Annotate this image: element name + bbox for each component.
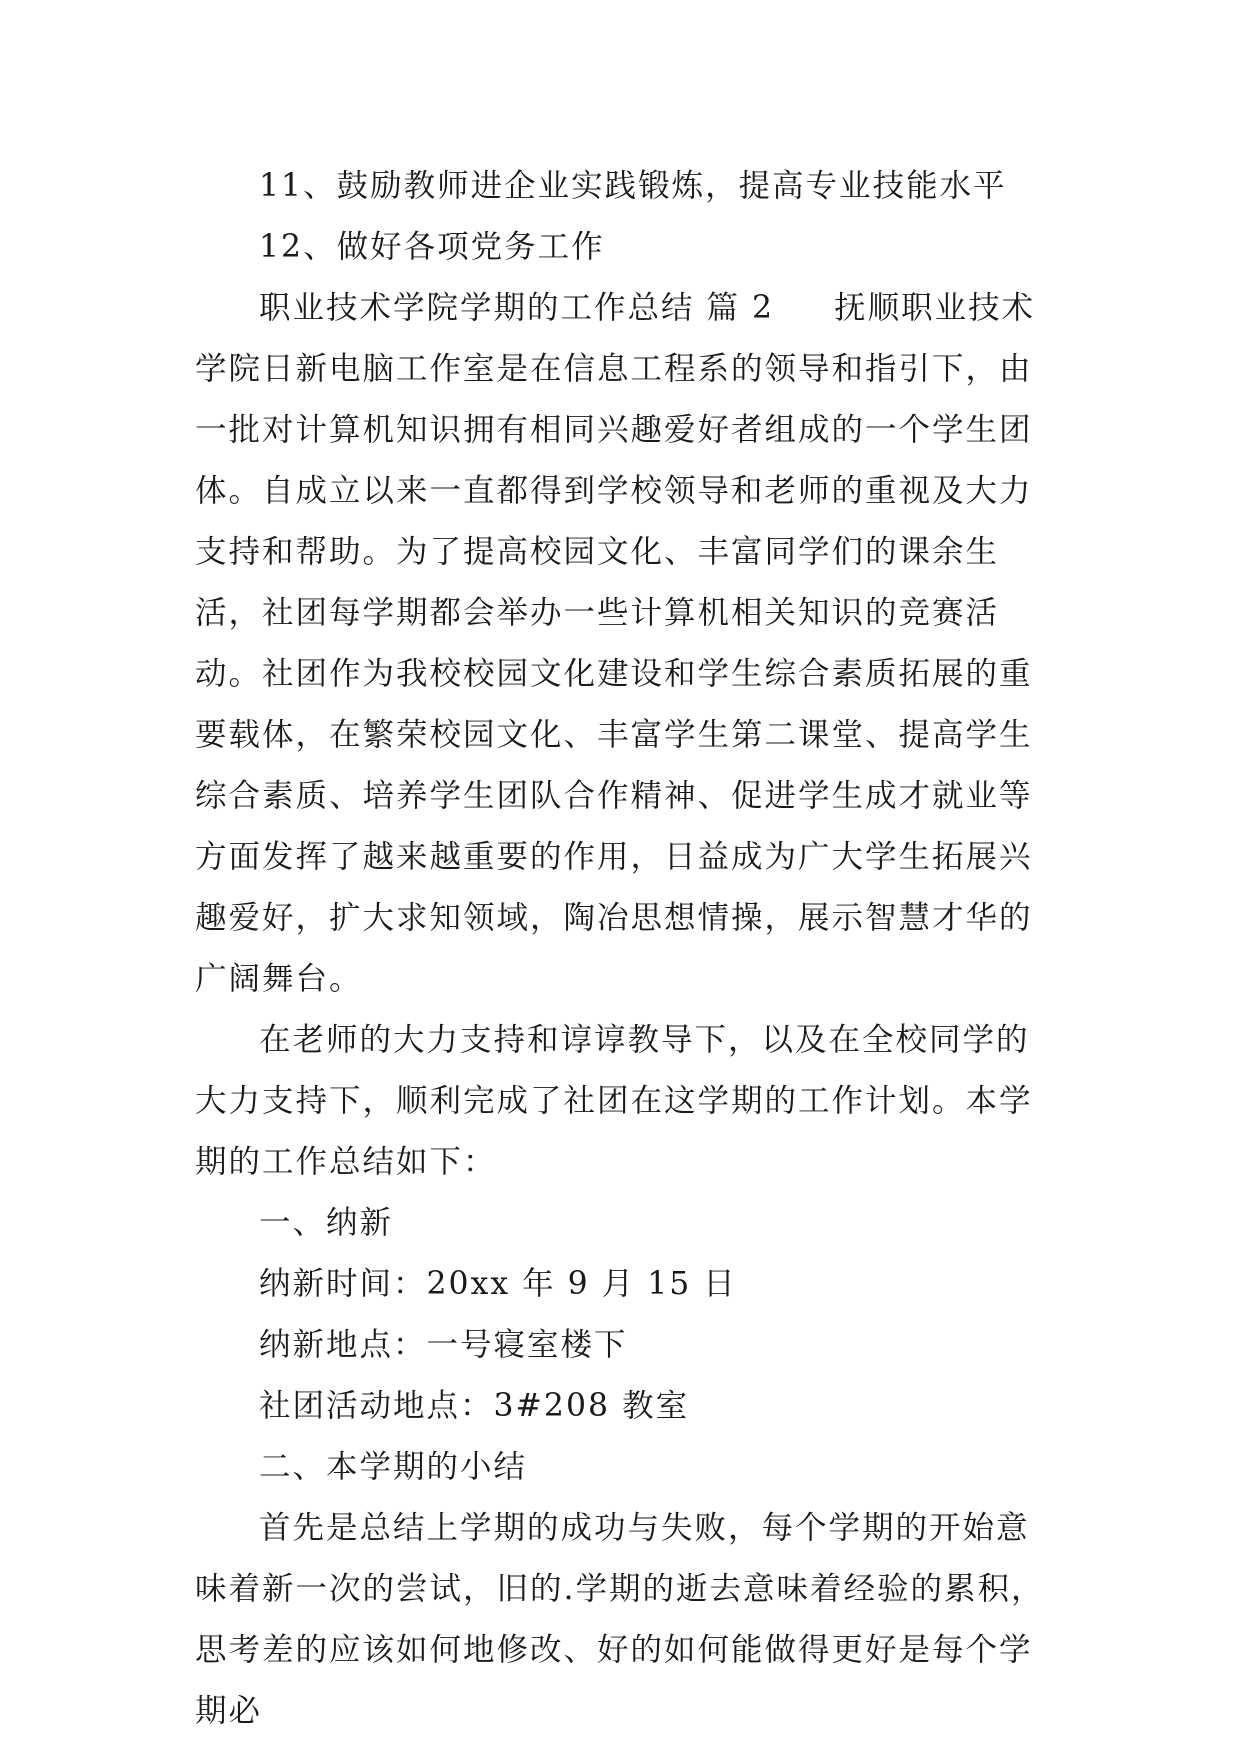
recruitment-time: 纳新时间：20xx 年 9 月 15 日 — [259, 1266, 737, 1302]
paragraph-item-12: 12、做好各项党务工作 — [259, 229, 605, 265]
paragraph-section-2 — [195, 278, 1055, 1010]
paragraph-semester-review: 首先是总结上学期的成功与失败，每个学期的开始意味着新一次的尝试，旧的.学期的逝去意味着经验的累积，思考差的应该如何地修改、好的如何能做得更好是每个学期必 — [195, 1510, 1045, 1729]
heading-recruitment: 一、纳新 — [259, 1205, 394, 1241]
section-intro-text: 抚顺职业技术学院日新电脑工作室是在信息工程系的领导和指引下，由一批对计算机知识拥有相同兴趣爱好者组成的一个学生团体。自成立以来一直都得到学校领导和老师的重视及大力支持和帮助。为了提高校园文化、丰富同学们的课余生活，社团每学期都会举办一些计算机相关知识的竞赛活动。社团作为我校校园文化建设和学生综合素质拓展的重要载体，在繁荣校园文化、丰富学生第二课堂、提高学生综合素质、培养学生团队合作精神、促进学生成才就业等方面发挥了越来越重要的作用，日益成为广大学生拓展兴趣爱好，扩大求知领域，陶冶思想情操，展示智慧才华的广阔舞台。 — [195, 290, 1036, 997]
section-title: 职业技术学院学期的工作总结 篇 2 — [259, 290, 775, 326]
paragraph-summary-intro: 在老师的大力支持和谆谆教导下，以及在全校同学的大力支持下，顺利完成了社团在这学期的工作计划。本学期的工作总结如下： — [195, 1022, 1033, 1180]
heading-semester-summary: 二、本学期的小结 — [259, 1449, 528, 1485]
recruitment-location: 纳新地点：一号寝室楼下 — [259, 1327, 628, 1363]
activity-location: 社团活动地点：3#208 教室 — [259, 1388, 690, 1424]
paragraph-item-11: 11、鼓励教师进企业实践锻炼，提高专业技能水平 — [259, 168, 1007, 204]
document-body — [195, 156, 1055, 1742]
